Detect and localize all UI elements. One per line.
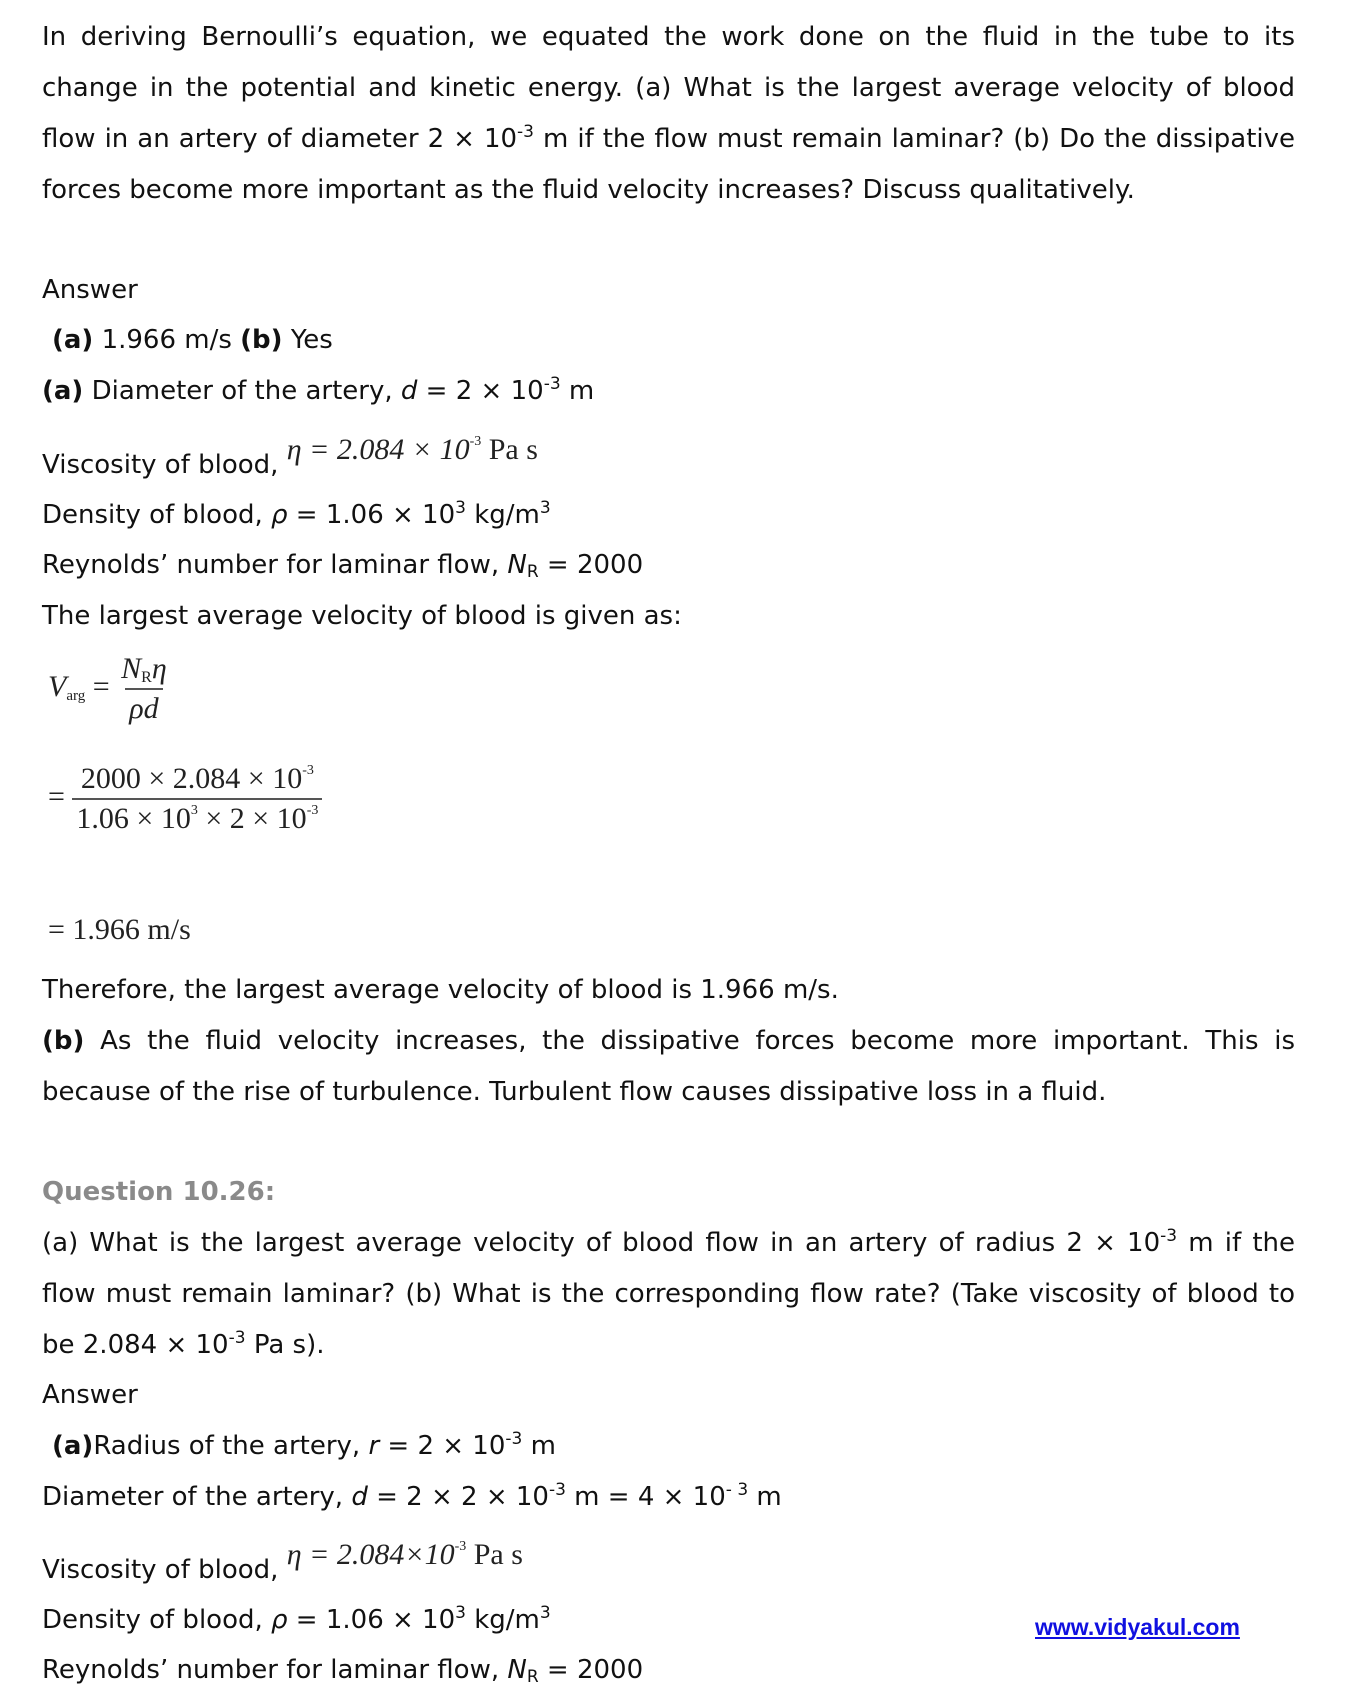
q1-question: In deriving Bernoulli’s equation, we equated the work done on the fluid in the tube to its change in the potential and kinetic energy. (a) What is the largest average velocity of blood flow in an artery of diameter $2 \times 10^{-3}$ m if the flow must remain laminar? (b) Do the dissipative forces become more important as the fluid velocity increases? Discuss qualitatively.: [42, 22, 1295, 205]
q1-part-b: (b) As the fluid velocity increases, the dissipative forces become more important. This is because of the rise of turbulence. Turbulent flow causes dissipative loss in a fluid.: [42, 1026, 1295, 1107]
formula-velocity: $V_{arg}$ = $\frac{N_R\eta}{\rho d}$: [48, 652, 167, 725]
q1-viscosity: Viscosity of blood, $\eta = 2.084 \times 10^{-3}$ Pa s: [42, 433, 538, 480]
q2-question: (a) What is the largest average velocity of blood flow in an artery of radius $2 \times 10^{-3}$ m if the flow must remain laminar? (b) What is the corresponding flow rate? (Take viscosity of blood to be $2.084 \times 10^{-3}$ Pa s).: [42, 1226, 1295, 1360]
q2-title: Question 10.26:: [42, 1177, 276, 1207]
q2-diameter: Diameter of the artery, $d = 2 \times 2 \times 10^{-3}$ $m = 4 \times 10^{- 3}$ m: [42, 1480, 782, 1512]
q1-density: Density of blood, $\rho = 1.06 \times 10^3$ $kg/m^3$: [42, 498, 551, 530]
q1-reynolds: Reynolds’ number for laminar flow, $N_R = 2000$: [42, 550, 644, 582]
q1-answer-label: Answer: [42, 275, 138, 305]
q2-answer-label: Answer: [42, 1380, 138, 1410]
q2-radius: (a)Radius of the artery, $r = 2 \times 10^{-3}$ m: [52, 1429, 556, 1461]
q2-density: Density of blood, $\rho = 1.06 \times 10^3$ $kg/m^3$: [42, 1603, 551, 1635]
q1-therefore: Therefore, the largest average velocity of blood is 1.966 m/s.: [42, 975, 839, 1005]
formula-substitution: = $\frac{2000 \times 2.084 \times 10^{-3}}{1.06 \times 10^3 \times 2 \times 10^{-3}}$: [48, 762, 322, 836]
q2-reynolds: Reynolds’ number for laminar flow, $N_R = 2000$: [42, 1655, 644, 1687]
q1-largest-text: The largest average velocity of blood is given as:: [42, 601, 682, 631]
q1-short-answer: (a) 1.966 m/s (b) Yes: [52, 325, 333, 355]
q2-viscosity: Viscosity of blood, $\eta = 2.084\times 10^{-3}$ Pa s: [42, 1538, 523, 1585]
formula-result: = 1.966 m/s: [48, 913, 191, 946]
vidyakul-link[interactable]: www.vidyakul.com: [1035, 1614, 1240, 1640]
q1-diameter: (a) Diameter of the artery, $d = 2 \times 10^{-3}$ m: [42, 374, 595, 406]
